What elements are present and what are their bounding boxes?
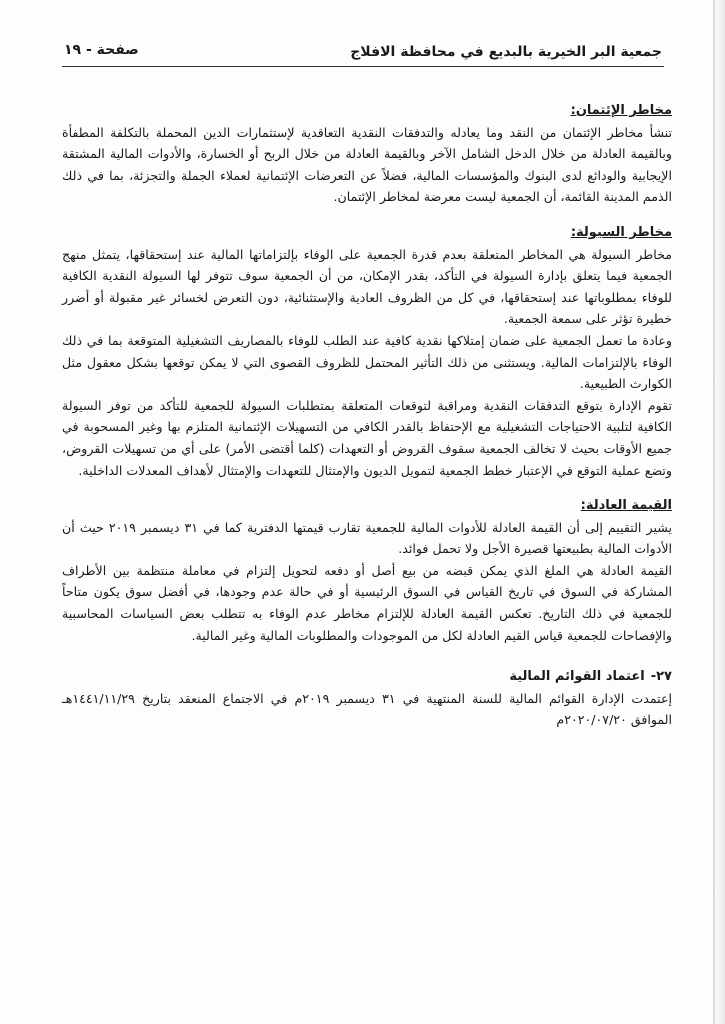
section-credit-risk bbox=[62, 100, 672, 208]
section-heading: مخاطر السيولة: bbox=[570, 224, 672, 240]
header-divider bbox=[62, 66, 664, 67]
paragraph: تقوم الإدارة بتوقع التدفقات النقدية ومراقبة لتوقعات المتعلقة بمتطلبات السيولة للجمعية للتأكد من توفر السيولة الكافية لتلبية الاحتياجات التشغيلية مع الإحتفاظ بالقدر الكافي من التسهيلات الإئتمانية المتلزم بها وغير المسحوبة في جميع الأوقات بحيث لا تخالف الجمعية سقوف القروض أو التعهدات (كلما أقتضى الأمر) على أي من تسهيلات القروض، وتضع عملية التوقع في الإعتبار خطط الجمعية لتمويل الديون والإمتثال للتعهدات والإمتثال لأهداف المعدلات الداخلية. bbox=[62, 397, 672, 478]
paragraph: القيمة العادلة هي الملغ الذي يمكن قبضه من بيع أصل أو دفعه لتحويل إلتزام في معاملة منتظمة بين الأطراف المشاركة في السوق في تاريخ القياس في السوق الرئيسية أو في حالة عدم وجودها، في أفضل سوق يكون متاحاً للجمعية في ذلك التاريخ. تعكس القيمة العادلة للإلتزام مخاطر عدم الوفاء به تتطلب بعض السياسات المحاسبية والإفصاحات للجمعية قياس القيم العادلة لكل من الموجودات والمطلوبات المالية وغير المالية. bbox=[62, 562, 672, 643]
section-fair-value bbox=[62, 495, 672, 646]
scan-edge-shadow bbox=[715, 0, 725, 1024]
section-heading: مخاطر الإئتمان: bbox=[570, 103, 672, 118]
section-heading bbox=[62, 666, 672, 688]
paragraph: وعادة ما تعمل الجمعية على ضمان إمتلاكها نقدية كافية عند الطلب للوفاء بالمصاريف التشغيلية المتوقعة بما في ذلك الوفاء بالإلتزامات المالية. ويستثنى من ذلك التأثير المحتمل للظروف القصوى التي لا يمكن توقعها بشكل معقول مثل الكوارث الطبيعية. bbox=[62, 332, 672, 392]
section-approval bbox=[62, 666, 672, 731]
paragraph: تنشأ مخاطر الإئتمان من النقد وما يعادله والتدفقات النقدية التعاقدية لإستثمارات الدين المحملة بالتكلفة المطفأة وبالقيمة العادلة من خلال الدخل الشامل الآخر وبالقيمة العادلة من خلال الربح أو الخسارة، والأدوات المالية المشتقة الإيجابية والودائع لدى البنوك والمؤسسات المالية، فضلاً عن التعرضات الإئتمانية لعملاء الجملة والتجزئة، بما في ذلك الذمم المدينة القائمة، أن الجمعية ليست معرضة لمخاطر الإئتمان. bbox=[62, 124, 672, 205]
scan-edge-line bbox=[713, 0, 715, 1024]
paragraph: إعتمدت الإدارة القوائم المالية للسنة المنتهية في ٣١ ديسمبر ٢٠١٩م في الاجتماع المنعقد بتاريخ ١٤٤١/١١/٢٩هـ الموافق ٢٠٢٠/٠٧/٢٠م bbox=[62, 690, 672, 728]
page-header bbox=[64, 38, 662, 66]
paragraph: مخاطر السيولة هي المخاطر المتعلقة بعدم قدرة الجمعية على الوفاء بإلتزاماتها المالية عند إستحقاقها، يتمثل منهج الجمعية فيما يتعلق بإدارة السيولة في التأكد، بقدر الإمكان، من أن الجمعية سوف تتوفر لها السيولة النقدية الكافية للوفاء بمطلوباتها عند إستحقاقها، في كل من الظروف العادية والإستثنائية، دون التعرض لخسائر غير مقبولة أو أضرر خطيرة تؤثر على سمعة الجمعية. bbox=[62, 246, 672, 327]
paragraph: يشير التقييم إلى أن القيمة العادلة للأدوات المالية للجمعية تقارب قيمتها الدفترية كما في ٣١ ديسمبر ٢٠١٩ حيث أن الأدوات المالية بطبيعتها قصيرة الأجل ولا تحمل فوائد. bbox=[62, 519, 672, 557]
section-number: ٢٧- bbox=[650, 669, 672, 685]
section-title: اعتماد القوائم المالية bbox=[509, 669, 645, 685]
document-body bbox=[62, 100, 672, 731]
page-number: صفحة - ١٩ bbox=[64, 42, 139, 58]
section-liquidity-risk bbox=[62, 222, 672, 481]
header-title: جمعية البر الخيرية بالبديع في محافظة الافلاج bbox=[350, 44, 662, 60]
section-heading: القيمة العادلة: bbox=[580, 498, 672, 514]
